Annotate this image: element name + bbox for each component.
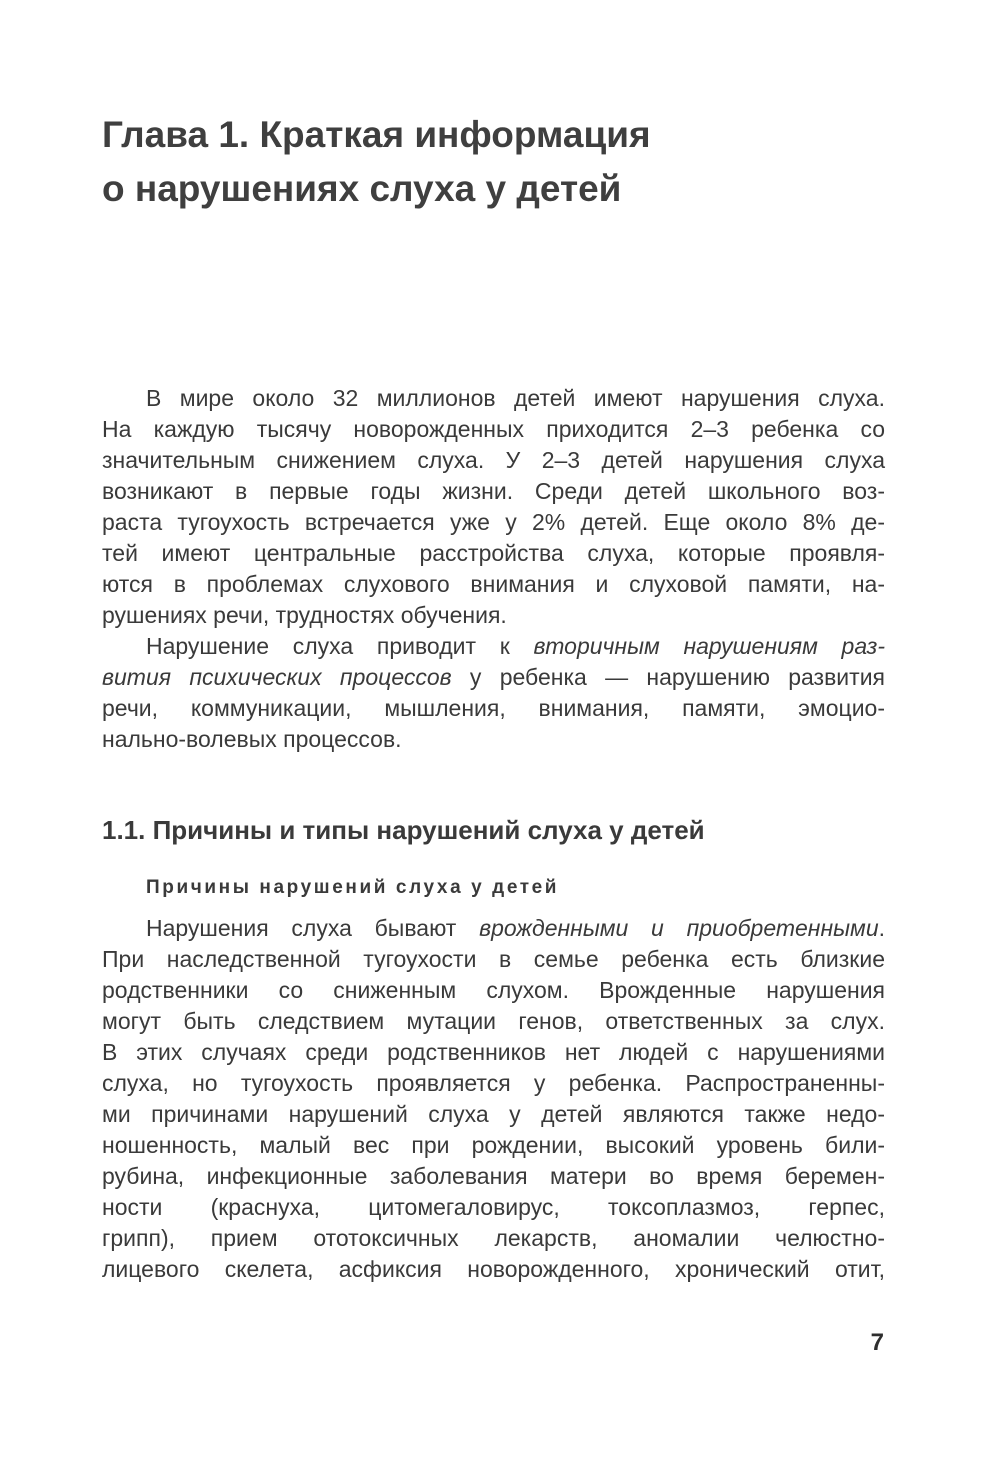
text-line: грипп), прием ототоксичных лекарств, аномалии челюстно- [102,1225,885,1251]
chapter-title [102,108,902,216]
text-line: родственники со сниженным слухом. Врожденные нарушения [102,977,885,1003]
text-line [102,913,885,944]
text-line: могут быть следствием мутации генов, ответственных за слух. [102,1008,885,1034]
text-line: раста тугоухость встречается уже у 2% детей. Еще около 8% де- [102,509,885,535]
text-line: возникают в первые годы жизни. Среди детей школьного воз- [102,478,885,504]
text-line: При наследственной тугоухости в семье ребенка есть близкие [102,946,885,972]
text-line: ми причинами нарушений слуха у детей являются также недо- [102,1101,885,1127]
text-line: рушениях речи, трудностях обучения. [102,602,507,628]
section-title: 1.1. Причины и типы нарушений слуха у детей [102,815,705,845]
text-line: В мире около 32 миллионов детей имеют нарушения слуха. [146,385,885,411]
text-run: . [878,915,885,941]
causes-paragraph [102,913,885,1285]
text-line: слуха, но тугоухость проявляется у ребенка. Распространенны- [102,1070,885,1096]
chapter-title-line-1: Глава 1. Краткая информация [102,114,651,155]
text-line [102,631,885,662]
italic-term: вития психических процессов [102,664,452,690]
text-line: лицевого скелета, асфиксия новорожденного, хронический отит, [102,1256,885,1282]
text-run: у ребенка — нарушению развития [451,664,885,690]
text-line: ношенность, малый вес при рождении, высокий уровень били- [102,1132,885,1158]
italic-term: вторичным нарушениям раз- [533,633,885,659]
text-run: Нарушение слуха приводит к [146,633,534,659]
subsection-title: Причины нарушений слуха у детей [146,877,560,898]
text-line: значительным снижением слуха. У 2–3 детей нарушения слуха [102,447,885,473]
intro-paragraph-2 [102,631,885,755]
chapter-title-line-2: о нарушениях слуха у детей [102,168,622,209]
text-run: Нарушения слуха бывают [146,915,480,941]
page-number: 7 [870,1329,884,1356]
text-line: ются в проблемах слухового внимания и слуховой памяти, на- [102,571,885,597]
intro-paragraph-1 [102,383,885,631]
text-line: рубина, инфекционные заболевания матери во время беремен- [102,1163,885,1189]
text-line: тей имеют центральные расстройства слуха, которые проявля- [102,540,885,566]
text-line: На каждую тысячу новорожденных приходится 2–3 ребенка со [102,416,885,442]
text-line: нально-волевых процессов. [102,726,402,752]
text-line: ности (краснуха, цитомегаловирус, токсоплазмоз, герпес, [102,1194,885,1220]
text-line: В этих случаях среди родственников нет людей с нарушениями [102,1039,885,1065]
text-line: речи, коммуникации, мышления, внимания, памяти, эмоцио- [102,695,885,721]
italic-term: врожденными и приобретенными [479,915,879,941]
text-line [102,662,885,693]
